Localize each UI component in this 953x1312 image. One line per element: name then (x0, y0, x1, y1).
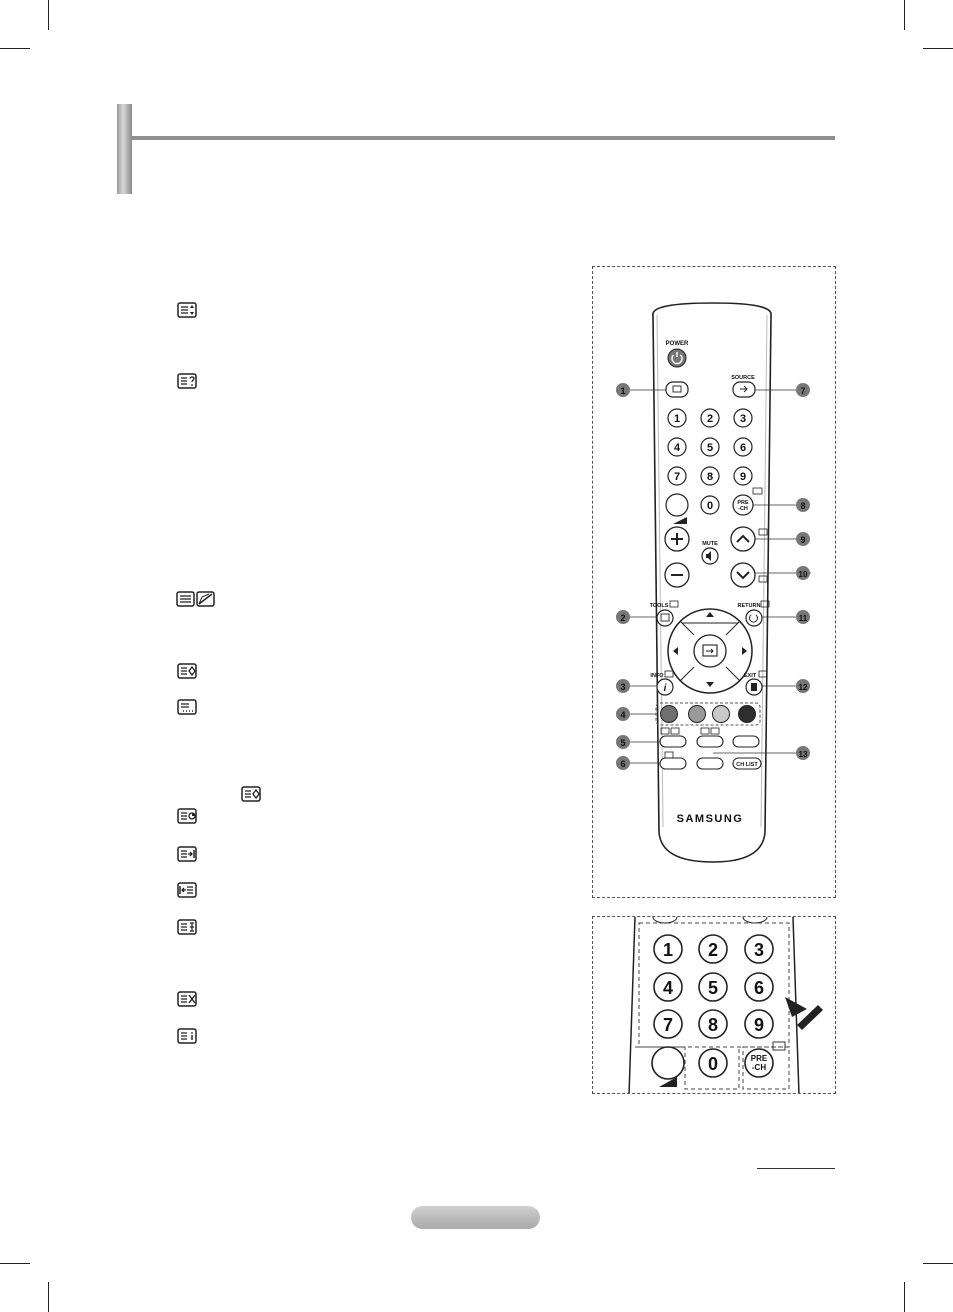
crop-mark (0, 1263, 30, 1264)
svg-text:9: 9 (739, 471, 747, 483)
crop-mark (904, 1282, 905, 1312)
svg-text:7: 7 (662, 1015, 674, 1035)
caption-button[interactable] (660, 758, 686, 769)
svg-text:5: 5 (706, 442, 714, 454)
title-rule (132, 136, 835, 140)
svg-text:-CH: -CH (738, 506, 748, 512)
index-icon (177, 663, 197, 679)
svg-text:2: 2 (620, 613, 626, 623)
svg-text:8: 8 (706, 471, 714, 483)
svg-text:2: 2 (707, 940, 719, 960)
svg-text:6: 6 (753, 978, 765, 998)
svg-text:5: 5 (620, 738, 626, 748)
svg-text:6: 6 (620, 759, 626, 769)
crop-mark (48, 0, 49, 30)
ch-list-label: CH LIST (736, 762, 758, 768)
svg-text:2: 2 (706, 413, 714, 425)
remote-control-illustration (593, 267, 836, 898)
store-icon (177, 1028, 197, 1044)
svg-text:3: 3 (753, 940, 765, 960)
svg-text:1: 1 (620, 386, 626, 396)
exit-label: EXIT (743, 673, 757, 679)
picture-size-button[interactable] (697, 736, 723, 747)
crop-mark (923, 48, 953, 49)
channel-down-button[interactable] (731, 563, 755, 587)
hold-icon (177, 808, 197, 824)
directional-pad (668, 609, 752, 693)
tools-label: TOOLS (649, 603, 669, 609)
title-accent-bar (117, 104, 132, 194)
channel-up-button[interactable] (731, 527, 755, 551)
index-inline-icon (241, 786, 261, 802)
svg-text:9: 9 (753, 1015, 765, 1035)
crop-mark (0, 48, 30, 49)
size-icon (177, 302, 197, 318)
reveal-icon (177, 373, 197, 389)
svg-text:8: 8 (707, 1015, 719, 1035)
page-up-icon (177, 846, 197, 862)
svg-text:i: i (663, 683, 667, 694)
tv-button[interactable] (666, 382, 688, 397)
continued-rule (757, 1168, 835, 1169)
source-label: SOURCE (731, 375, 755, 381)
svg-text:1: 1 (662, 940, 674, 960)
zoom-blank-button[interactable] (652, 1047, 684, 1079)
oval-button[interactable] (697, 758, 723, 769)
svg-text:PRE: PRE (750, 1054, 768, 1063)
cancel-icon (177, 991, 197, 1007)
svg-text:3: 3 (620, 682, 626, 692)
ttx-mix-button[interactable] (660, 736, 686, 747)
number-pad-zoom-panel (592, 916, 836, 1094)
tools-button[interactable] (657, 610, 673, 626)
mute-label: MUTE (702, 541, 718, 547)
svg-text:PRE: PRE (737, 500, 749, 506)
green-button[interactable] (689, 706, 706, 723)
svg-text:-CH: -CH (751, 1063, 767, 1072)
red-button[interactable] (661, 706, 678, 723)
return-label: RETURN (737, 603, 761, 609)
crop-mark (923, 1263, 953, 1264)
info-label: INFO (650, 673, 664, 679)
svg-text:10: 10 (798, 570, 808, 579)
blank-oval-button[interactable] (733, 736, 759, 747)
svg-text:3: 3 (739, 413, 747, 425)
svg-text:9: 9 (800, 535, 806, 545)
return-button[interactable] (746, 610, 762, 626)
mix-icon (176, 591, 216, 607)
svg-text:6: 6 (739, 442, 747, 454)
power-button[interactable] (668, 349, 686, 367)
svg-text:13: 13 (798, 750, 808, 759)
crop-mark (904, 0, 905, 30)
blue-button[interactable] (739, 706, 756, 723)
svg-text:4: 4 (662, 978, 674, 998)
yellow-button[interactable] (713, 706, 730, 723)
caption-icon (177, 699, 197, 715)
svg-text:0: 0 (706, 500, 714, 512)
svg-text:4: 4 (620, 710, 626, 720)
page-down-icon (177, 882, 197, 898)
svg-text:12: 12 (798, 683, 808, 692)
subpage-icon (177, 919, 197, 935)
svg-text:7: 7 (673, 471, 681, 483)
page-number-badge (411, 1206, 540, 1229)
svg-text:8: 8 (800, 501, 806, 511)
remote-control-panel (592, 266, 836, 898)
crop-mark (48, 1282, 49, 1312)
svg-text:11: 11 (798, 614, 808, 623)
power-label: POWER (665, 341, 689, 347)
brand-logo: SAMSUNG (676, 813, 744, 825)
blank-button[interactable] (666, 494, 688, 516)
svg-text:1: 1 (673, 413, 681, 425)
number-pad-zoom-illustration (593, 917, 836, 1094)
svg-text:5: 5 (707, 978, 719, 998)
svg-text:7: 7 (800, 386, 806, 396)
svg-text:0: 0 (707, 1054, 719, 1074)
svg-text:4: 4 (673, 442, 681, 454)
